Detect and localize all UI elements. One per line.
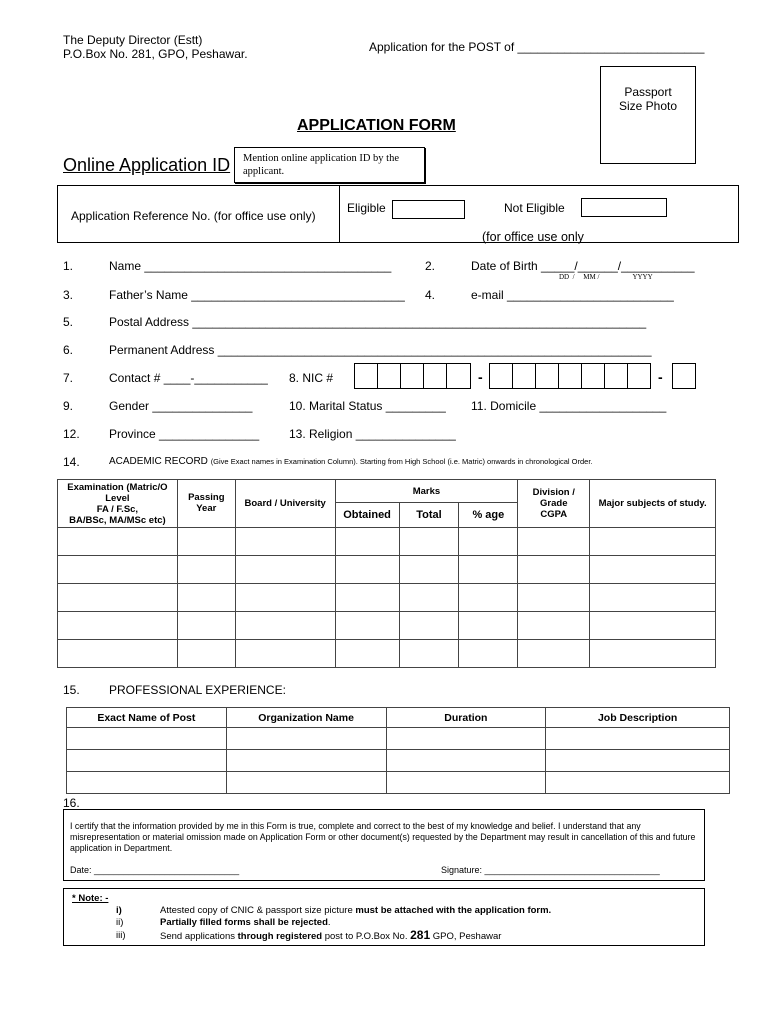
field-number-5: 5. (63, 315, 74, 329)
nic-box-group-3[interactable] (672, 363, 696, 389)
academic-record-table (57, 479, 716, 668)
province-field[interactable]: Province _______________ (109, 427, 260, 441)
nic-box-group-2[interactable] (489, 363, 651, 389)
page-title: APPLICATION FORM (297, 117, 456, 134)
eligible-label: Eligible (347, 201, 386, 215)
addressee-line-1: The Deputy Director (Estt) (63, 33, 203, 47)
field-number-12: 12. (63, 427, 80, 441)
academic-record-heading (109, 456, 593, 467)
not-eligible-checkbox[interactable] (581, 198, 667, 217)
marital-status-field[interactable]: 10. Marital Status _________ (289, 399, 446, 413)
field-number-6: 6. (63, 343, 74, 357)
header-marks-obtained: Obtained (335, 503, 399, 528)
field-number-4: 4. (425, 288, 436, 302)
header-marks: Marks (335, 480, 518, 503)
note-item-2-number: ii) (116, 917, 124, 928)
note-item-3: Send applications through registered post to P.O.Box No. 281 GPO, Peshawar (160, 928, 502, 942)
not-eligible-label: Not Eligible (504, 201, 565, 215)
passport-photo-box[interactable] (600, 66, 696, 164)
dob-format-hint: DD / MM / YYYY (559, 273, 653, 281)
field-number-1: 1. (63, 259, 74, 273)
photo-label-1: Passport (624, 85, 672, 99)
declaration-text: I certify that the information provided by me in this Form is true, complete and correct to the best of my knowledge and belief. I understand that any misrepresentation or material omission made on Application Form or other document(s) requested by the Department may result in cancellation of this and future application in Department. (70, 821, 696, 853)
declaration-date-field[interactable]: Date: _____________________________ (70, 865, 240, 875)
field-number-15: 15. (63, 683, 80, 697)
addressee-line-2: P.O.Box No. 281, GPO, Peshawar. (63, 47, 248, 61)
religion-field[interactable]: 13. Religion _______________ (289, 427, 456, 441)
header-organization: Organization Name (226, 708, 386, 728)
table-row[interactable] (67, 772, 730, 794)
domicile-field[interactable]: 11. Domicile ___________________ (471, 399, 667, 413)
gender-field[interactable]: Gender _______________ (109, 399, 253, 413)
table-row[interactable] (58, 612, 716, 640)
field-number-3: 3. (63, 288, 74, 302)
office-use-note: (for office use only (482, 230, 584, 244)
professional-experience-table (66, 707, 730, 794)
note-item-3-number: iii) (116, 930, 126, 941)
field-number-16: 16. (63, 796, 80, 810)
field-number-9: 9. (63, 399, 74, 413)
nic-dash-2: - (658, 369, 663, 385)
declaration-signature-field[interactable]: Signature: ___________________________________ (441, 865, 660, 875)
header-division-grade: Division / Grade CGPA (518, 480, 590, 528)
professional-experience-heading: PROFESSIONAL EXPERIENCE: (109, 683, 286, 697)
table-row[interactable] (58, 528, 716, 556)
field-number-7: 7. (63, 371, 74, 385)
academic-record-note: (Give Exact names in Examination Column). Starting from High School (i.e. Matric) onwards in chronological Order. (210, 457, 593, 466)
academic-record-label: ACADEMIC RECORD (109, 456, 208, 467)
header-marks-total: Total (399, 503, 459, 528)
table-row[interactable] (67, 728, 730, 750)
header-marks-percentage: % age (459, 503, 518, 528)
postal-address-field[interactable]: Postal Address ____________________________________________________________________ (109, 315, 647, 329)
nic-dash-1: - (478, 369, 483, 385)
field-number-2: 2. (425, 259, 436, 273)
permanent-address-field[interactable]: Permanent Address _________________________________________________________________ (109, 343, 652, 357)
nic-box-group-1[interactable] (354, 363, 471, 389)
date-of-birth-field[interactable]: Date of Birth _____/______/___________ (471, 259, 695, 273)
note-item-1: Attested copy of CNIC & passport size picture must be attached with the application form. (160, 905, 552, 916)
office-use-divider (339, 185, 340, 243)
photo-label-2: Size Photo (618, 99, 678, 113)
table-row[interactable] (67, 750, 730, 772)
field-number-14: 14. (63, 455, 80, 469)
table-row[interactable] (58, 556, 716, 584)
note-label: * Note: - (72, 893, 109, 904)
header-passing-year: Passing Year (177, 480, 235, 528)
header-major-subjects: Major subjects of study. (590, 480, 716, 528)
father-name-field[interactable]: Father’s Name ________________________________ (109, 288, 405, 302)
table-row[interactable] (58, 584, 716, 612)
contact-field[interactable]: Contact # ____-___________ (109, 371, 268, 385)
nic-label: 8. NIC # (289, 371, 334, 385)
eligible-checkbox[interactable] (392, 200, 465, 219)
note-item-1-number: i) (116, 905, 122, 916)
table-row[interactable] (58, 640, 716, 668)
name-field[interactable]: Name _____________________________________ (109, 259, 392, 273)
post-applied-field[interactable]: Application for the POST of ____________________________ (369, 40, 705, 54)
header-board-university: Board / University (235, 480, 335, 528)
reference-number-label: Application Reference No. (for office use only) (71, 209, 316, 223)
header-job-description: Job Description (546, 708, 730, 728)
header-examination: Examination (Matric/O Level FA / F.Sc, BA/BSc, MA/MSc etc) (58, 480, 178, 528)
header-post-name: Exact Name of Post (67, 708, 227, 728)
online-id-input[interactable]: Mention online application ID by the applicant. (234, 147, 425, 183)
note-item-2: Partially filled forms shall be rejected. (160, 917, 331, 928)
header-duration: Duration (386, 708, 546, 728)
online-id-label: Online Application ID (63, 155, 231, 175)
email-field[interactable]: e-mail _________________________ (471, 288, 674, 302)
